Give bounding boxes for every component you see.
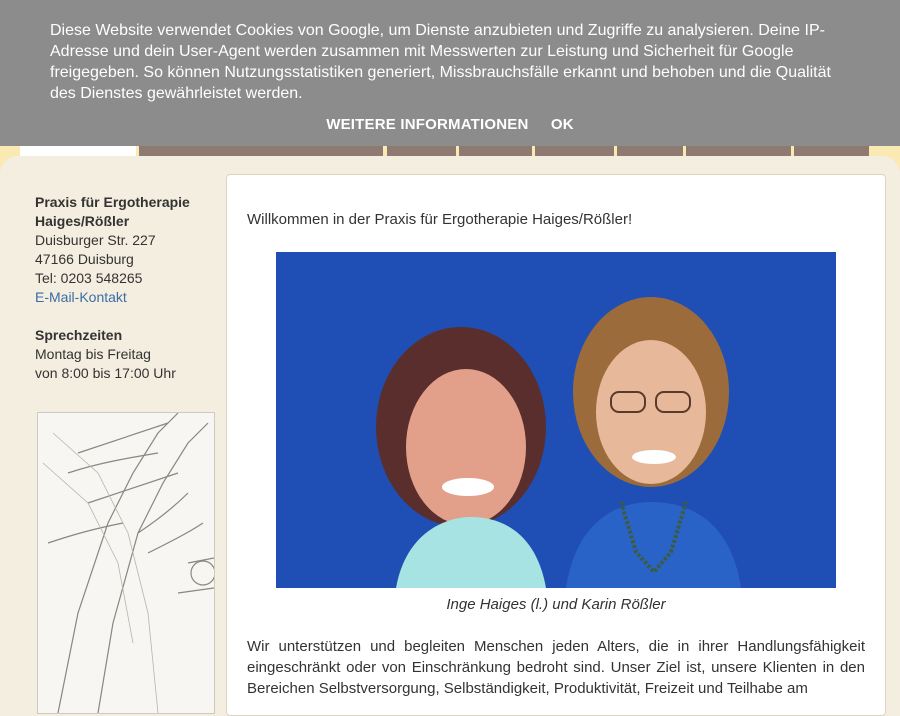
phone-number: Tel: 0203 548265 bbox=[35, 270, 143, 286]
cookie-banner-text: Diese Website verwendet Cookies von Google, um Dienste anzubieten und Zugriffe zu analysieren. Deine IP-Adresse und dein User-Agent werden zusammen mit Messwerten zur Leistung und Sicherheit für Google freigegeben. So können Nutzungsstatistiken generiert, Missbrauchsfälle erkannt und behoben und die Qualität des Dienstes gewährleistet werden. bbox=[50, 22, 831, 102]
more-info-button[interactable]: WEITERE INFORMATIONEN bbox=[326, 116, 529, 133]
team-photo bbox=[276, 252, 836, 588]
practice-name: Praxis für Ergotherapie Haiges/Rößler bbox=[35, 194, 190, 229]
hours-title: Sprechzeiten bbox=[35, 327, 123, 343]
hours-time: von 8:00 bis 17:00 Uhr bbox=[35, 365, 176, 381]
hands-sketch-image bbox=[37, 412, 215, 714]
sidebar bbox=[35, 193, 215, 383]
intro-text: Wir unterstützen und begleiten Menschen jeden Alters, die in ihrer Handlungsfähigkeit eingeschränkt oder von Einschränkung bedroht sind. Unser Ziel ist, unsere Klienten in den Bereichen Selbstversorgung, Selbständigkeit, Produktivität, Freizeit und Teilhabe am bbox=[247, 638, 865, 697]
hours-days: Montag bis Freitag bbox=[35, 346, 151, 362]
email-contact-link[interactable]: E-Mail-Kontakt bbox=[35, 289, 127, 305]
cookie-banner-actions bbox=[0, 116, 900, 133]
welcome-heading: Willkommen in der Praxis für Ergotherapie Haiges/Rößler! bbox=[247, 211, 633, 228]
main-content bbox=[226, 174, 886, 716]
ok-button[interactable]: OK bbox=[550, 116, 574, 133]
cookie-banner bbox=[0, 0, 900, 146]
address-city: 47166 Duisburg bbox=[35, 251, 134, 267]
photo-caption: Inge Haiges (l.) und Karin Rößler bbox=[446, 596, 666, 613]
address-street: Duisburger Str. 227 bbox=[35, 232, 156, 248]
